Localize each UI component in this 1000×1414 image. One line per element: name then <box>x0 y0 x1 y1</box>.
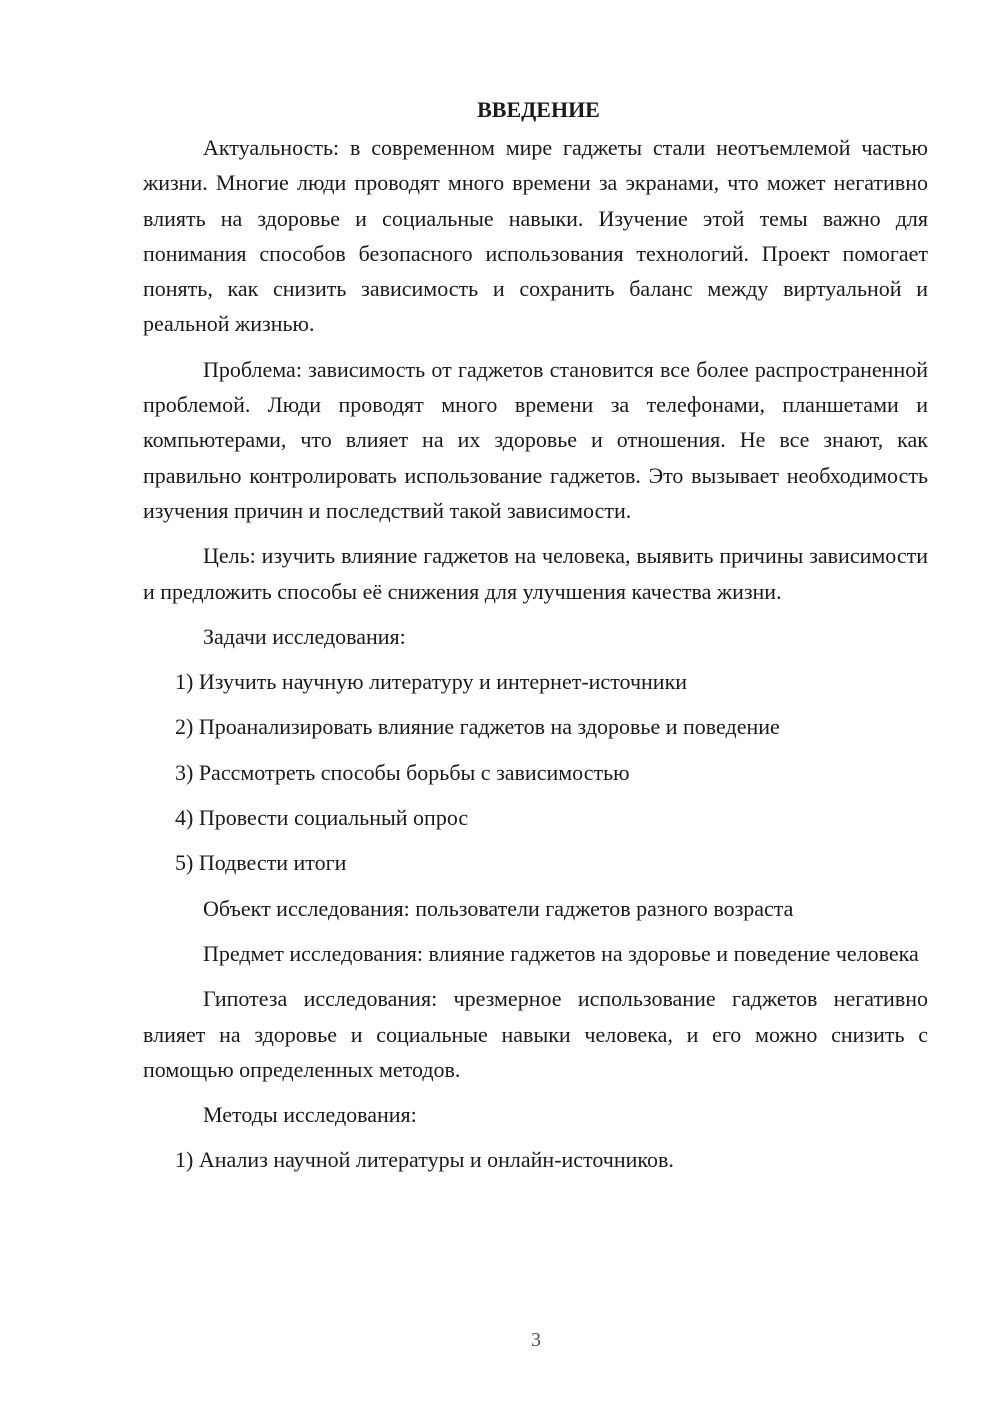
hypothesis-paragraph: Гипотеза исследования: чрезмерное использование гаджетов негативно влияет на здоровье и социальные навыки человека, и его можно снизить с помощью определенных методов. <box>143 986 928 1082</box>
relevance-paragraph: Актуальность: в современном мире гаджеты стали неотъемлемой частью жизни. Многие люди проводят много времени за экранами, что может негативно влиять на здоровье и социальные навыки. Изучение этой темы важно для понимания способов безопасного использования технологий. Проект помогает понять, как снизить зависимость и сохранить баланс между виртуальной и реальной жизнью. <box>143 135 928 337</box>
page-number: 3 <box>531 1329 541 1351</box>
task-item: 2) Проанализировать влияние гаджетов на здоровье и поведение <box>175 714 780 740</box>
method-item: 1) Анализ научной литературы и онлайн-источников. <box>175 1147 674 1173</box>
tasks-heading: Задачи исследования: <box>203 623 406 649</box>
task-item: 3) Рассмотреть способы борьбы с зависимостью <box>175 759 630 785</box>
task-item: 1) Изучить научную литературу и интернет-источники <box>175 669 688 695</box>
problem-paragraph: Проблема: зависимость от гаджетов становится все более распространенной проблемой. Люди проводят много времени за телефонами, планшетами и компьютерами, что влияет на их здоровье и отношения. Не все знают, как правильно контролировать использование гаджетов. Это вызывает необходимость изучения причин и последствий такой зависимости. <box>143 356 928 523</box>
subject-paragraph: Предмет исследования: влияние гаджетов на здоровье и поведение человека <box>203 940 919 966</box>
tasks-list <box>143 664 928 880</box>
task-item: 4) Провести социальный опрос <box>175 805 469 831</box>
methods-list <box>143 1142 928 1177</box>
methods-heading: Методы исследования: <box>203 1102 417 1128</box>
goal-paragraph: Цель: изучить влияние гаджетов на человека, выявить причины зависимости и предложить способы её снижения для улучшения качества жизни. <box>143 543 928 604</box>
object-paragraph: Объект исследования: пользователи гаджетов разного возраста <box>203 895 794 921</box>
task-item: 5) Подвести итоги <box>175 850 347 876</box>
document-page <box>143 92 928 1188</box>
section-title: ВВЕДЕНИЕ <box>477 97 600 122</box>
